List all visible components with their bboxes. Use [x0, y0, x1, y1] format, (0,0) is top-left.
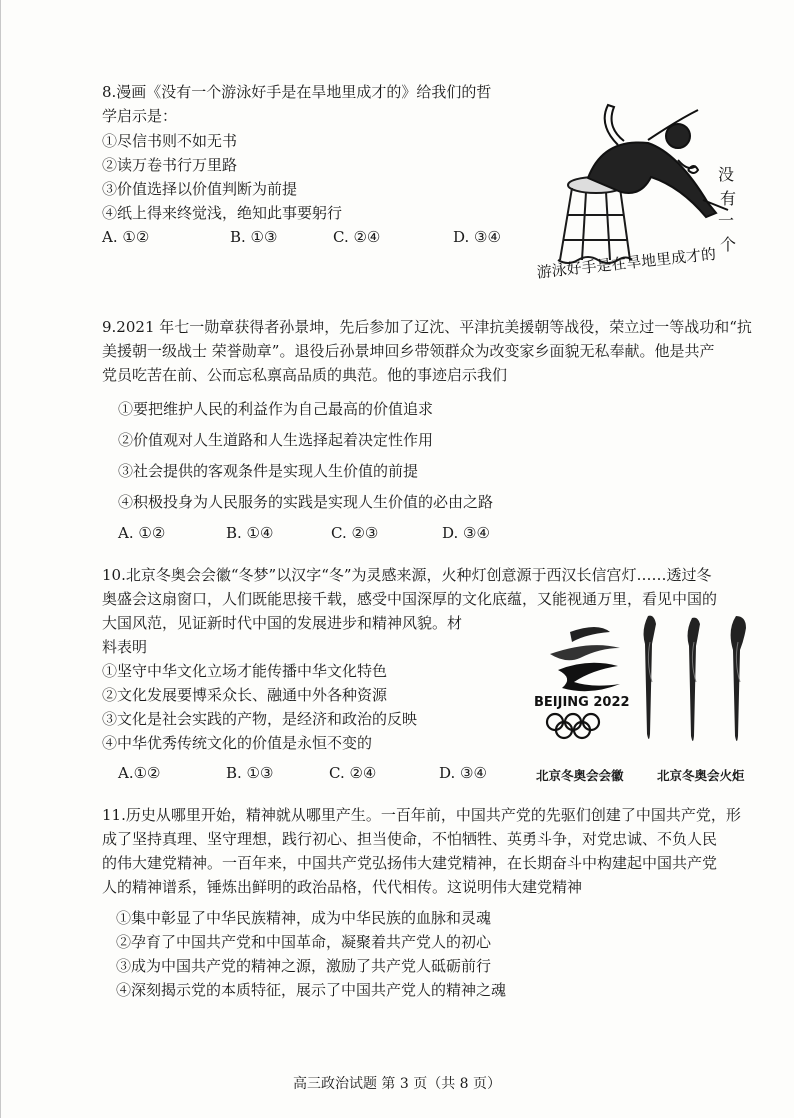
q8-stem-line2: 学启示是： [102, 107, 178, 125]
q8-item-3: ③价值选择以价值判断为前提 [102, 180, 298, 198]
q10-options [118, 761, 487, 785]
q11-stem-line1: 11.历史从哪里开始，精神就从哪里产生。一百年前，中国共产党的先驱们创建了中国共产党，形 [102, 806, 741, 824]
olympic-torch-images [636, 612, 766, 752]
q10-item-3: ③文化是社会实践的产物，是经济和政治的反映 [102, 710, 418, 728]
q11-stem-line2: 成了坚持真理、坚守理想，践行初心、担当使命，不怕牺牲、英勇斗争，对党忠诚、不负人民 [102, 830, 718, 848]
q8-option-a: A. ①② [102, 228, 150, 246]
q9-item-2: ②价值观对人生道路和人生选择起着决定性作用 [118, 431, 434, 449]
q8-item-2: ②读万卷书行万里路 [102, 156, 238, 174]
swimmer-cartoon [528, 100, 738, 290]
q9-item-3: ③社会提供的客观条件是实现人生价值的前提 [118, 462, 419, 480]
olympic-rings-icon [547, 714, 599, 738]
q8-item-1: ①尽信书则不如无书 [102, 132, 238, 150]
q8-item-4: ④纸上得来终觉浅，绝知此事要躬行 [102, 204, 343, 222]
q8-option-d: D. ③④ [453, 228, 501, 246]
q9-stem-line1: 9.2021 年七一勋章获得者孙景坤，先后参加了辽沈、平津抗美援朝等战役，荣立过一等战功和“抗 [102, 318, 752, 336]
q11-item-1: ①集中彰显了中华民族精神，成为中华民族的血脉和灵魂 [116, 909, 492, 927]
emblem-wordmark: BEIJING 2022 [534, 695, 630, 710]
q8-option-b: B. ①③ [230, 228, 278, 246]
cartoon-bottom-text: 游泳好手是在旱地里成才的 [535, 244, 717, 282]
q10-stem-line4: 料表明 [102, 638, 148, 656]
q11-item-3: ③成为中国共产党的精神之源，激励了共产党人砥砺前行 [116, 957, 492, 975]
q11-stem-line3: 的伟大建党精神。一百年来，中国共产党弘扬伟大建党精神，在长期奋斗中构建起中国共产党 [102, 854, 718, 872]
swimmer-drawing [528, 100, 738, 290]
q10-item-1: ①坚守中华文化立场才能传播中华文化特色 [102, 662, 388, 680]
q9-option-a: A. ①② [118, 524, 166, 542]
page-footer: 高三政治试题 第 3 页（共 8 页） [292, 1076, 502, 1092]
scan-edge [0, 0, 1, 1118]
q9-options [118, 521, 490, 545]
q9-item-4: ④积极投身为人民服务的实践是实现人生价值的必由之路 [118, 493, 494, 511]
q10-stem-line1: 10.北京冬奥会会徽“冬梦”以汉字“冬”为灵感来源，火种灯创意源于西汉长信宫灯……透过冬 [102, 566, 712, 584]
q8-stem-line1: 8.漫画《没有一个游泳好手是在旱地里成才的》给我们的哲 [102, 83, 492, 101]
q8-options [102, 225, 501, 249]
caption-torch: 北京冬奥会火炬 [657, 768, 745, 783]
beijing-2022-emblem [528, 610, 638, 750]
q8-option-c: C. ②④ [333, 228, 381, 246]
q10-option-c: C. ②④ [329, 764, 377, 782]
q10-option-d: D. ③④ [439, 764, 487, 782]
q9-item-1: ①要把维护人民的利益作为自己最高的价值追求 [118, 400, 434, 418]
torch-3 [731, 616, 746, 741]
q9-option-b: B. ①④ [226, 524, 274, 542]
q11-item-2: ②孕育了中国共产党和中国革命，凝聚着共产党人的初心 [116, 933, 492, 951]
q9-option-d: D. ③④ [442, 524, 490, 542]
torch-2 [688, 618, 700, 741]
q10-stem-line3: 大国风范，见证新时代中国的发展进步和精神风貌。材 [102, 614, 463, 632]
q10-option-b: B. ①③ [226, 764, 274, 782]
torch-1 [644, 616, 656, 739]
caption-emblem: 北京冬奥会会徽 [536, 768, 624, 783]
q10-item-2: ②文化发展要博采众长、融通中外各种资源 [102, 686, 388, 704]
cartoon-vertical-text: 没 有 一 个 [718, 165, 737, 254]
q10-option-a: A.①② [118, 764, 161, 782]
torch-graphic [636, 612, 766, 752]
q10-item-4: ④中华优秀传统文化的价值是永恒不变的 [102, 734, 373, 752]
q9-stem-line3: 党员吃苦在前、公而忘私禀高品质的典范。他的事迹启示我们 [102, 366, 508, 384]
q9-option-c: C. ②③ [331, 524, 379, 542]
q10-stem-line2: 奥盛会这扇窗口，人们既能思接千载，感受中国深厚的文化底蕴，又能视通万里，看见中国的 [102, 590, 718, 608]
q11-item-4: ④深刻揭示党的本质特征，展示了中国共产党人的精神之魂 [116, 981, 507, 999]
q9-stem-line2: 美援朝一级战士 荣誉勋章”。退役后孙景坤回乡带领群众为改变家乡面貌无私奉献。他是共产 [102, 342, 715, 360]
emblem-graphic [528, 610, 638, 750]
q11-stem-line4: 人的精神谱系，锤炼出鲜明的政治品格，代代相传。这说明伟大建党精神 [102, 878, 583, 896]
